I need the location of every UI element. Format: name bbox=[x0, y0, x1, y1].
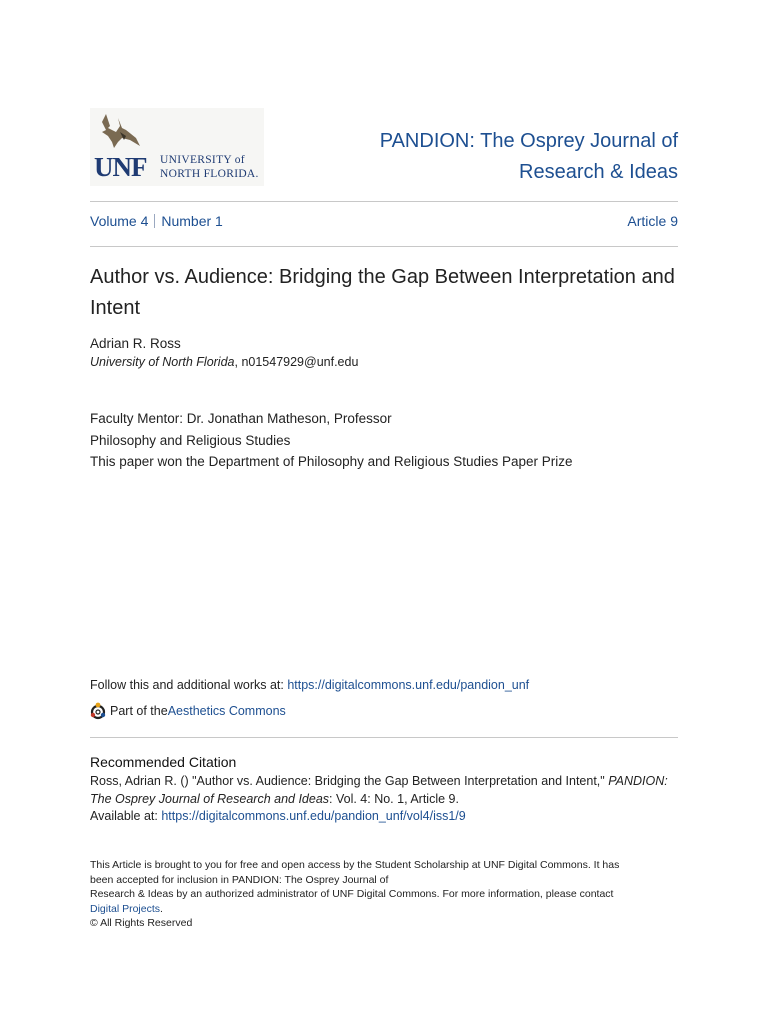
article-title-line2: Intent bbox=[90, 297, 141, 319]
recommended-citation-heading: Recommended Citation bbox=[90, 754, 237, 770]
divider bbox=[90, 737, 678, 738]
department: Philosophy and Religious Studies bbox=[90, 432, 291, 448]
citation-plain: Ross, Adrian R. () "Author vs. Audience: Bridging the Gap Between Interpretation and Intent," bbox=[90, 774, 609, 788]
follow-url-link[interactable]: https://digitalcommons.unf.edu/pandion_unf bbox=[287, 678, 530, 692]
follow-line bbox=[90, 678, 529, 692]
logo-wordmark: UNF bbox=[94, 152, 147, 182]
volume-link[interactable]: Volume 4 bbox=[90, 213, 149, 229]
article-notes bbox=[90, 408, 573, 473]
citation-text bbox=[90, 773, 680, 826]
citation-journal-1: PANDION: bbox=[608, 774, 668, 788]
article-link[interactable]: Article 9 bbox=[627, 213, 678, 229]
issue-bar bbox=[90, 213, 678, 229]
logo-university-line2: NORTH FLORIDA. bbox=[160, 168, 259, 180]
rights-statement: © All Rights Reserved bbox=[90, 917, 193, 929]
prize-note: This paper won the Department of Philosophy and Religious Studies Paper Prize bbox=[90, 454, 573, 469]
journal-title[interactable] bbox=[358, 126, 678, 188]
footer-line1: This Article is brought to you for free and open access by the Student Scholarship at UNF Digital Commons. It has bbox=[90, 859, 620, 871]
footer-contact-suffix: . bbox=[160, 902, 163, 915]
divider bbox=[90, 246, 678, 247]
part-of-label: Part of the bbox=[110, 704, 168, 718]
page-header bbox=[90, 108, 678, 190]
number-link[interactable]: Number 1 bbox=[161, 213, 223, 229]
author-affiliation bbox=[90, 355, 358, 369]
journal-title-line2[interactable]: Research & Ideas bbox=[519, 161, 678, 183]
logo-university-line1: UNIVERSITY of bbox=[160, 154, 245, 166]
footer-line3: Research & Ideas by an authorized administrator of UNF Digital Commons. For more information, please contact bbox=[90, 888, 614, 900]
digital-projects-link[interactable]: Digital Projects bbox=[90, 902, 161, 915]
author-name: Adrian R. Ross bbox=[90, 336, 181, 351]
aesthetics-commons-link[interactable]: Aesthetics Commons bbox=[167, 704, 286, 718]
available-url-link[interactable]: https://digitalcommons.unf.edu/pandion_unf/vol4/iss1/9 bbox=[161, 809, 466, 823]
journal-title-line1[interactable]: PANDION: The Osprey Journal of bbox=[379, 130, 678, 152]
unf-logo[interactable] bbox=[90, 108, 264, 186]
network-commons-icon bbox=[90, 702, 106, 720]
affiliation-name: University of North Florida bbox=[90, 355, 235, 369]
author-email: , n01547929@unf.edu bbox=[234, 355, 359, 369]
osprey-icon bbox=[96, 112, 142, 154]
follow-label: Follow this and additional works at: bbox=[90, 678, 288, 692]
article-title-line1: Author vs. Audience: Bridging the Gap Between Interpretation and bbox=[90, 266, 675, 288]
citation-journal-2: The Osprey Journal of Research and Ideas bbox=[90, 791, 330, 806]
available-label: Available at: bbox=[90, 809, 162, 823]
footer-line2: been accepted for inclusion in PANDION: The Osprey Journal of bbox=[90, 873, 389, 886]
citation-volume: : Vol. 4: No. 1, Article 9. bbox=[329, 791, 459, 806]
divider bbox=[90, 201, 678, 202]
part-of-line bbox=[90, 702, 286, 720]
faculty-mentor: Faculty Mentor: Dr. Jonathan Matheson, Professor bbox=[90, 411, 392, 426]
issue-separator bbox=[154, 214, 155, 228]
article-title bbox=[90, 262, 690, 324]
access-footer bbox=[90, 858, 680, 931]
